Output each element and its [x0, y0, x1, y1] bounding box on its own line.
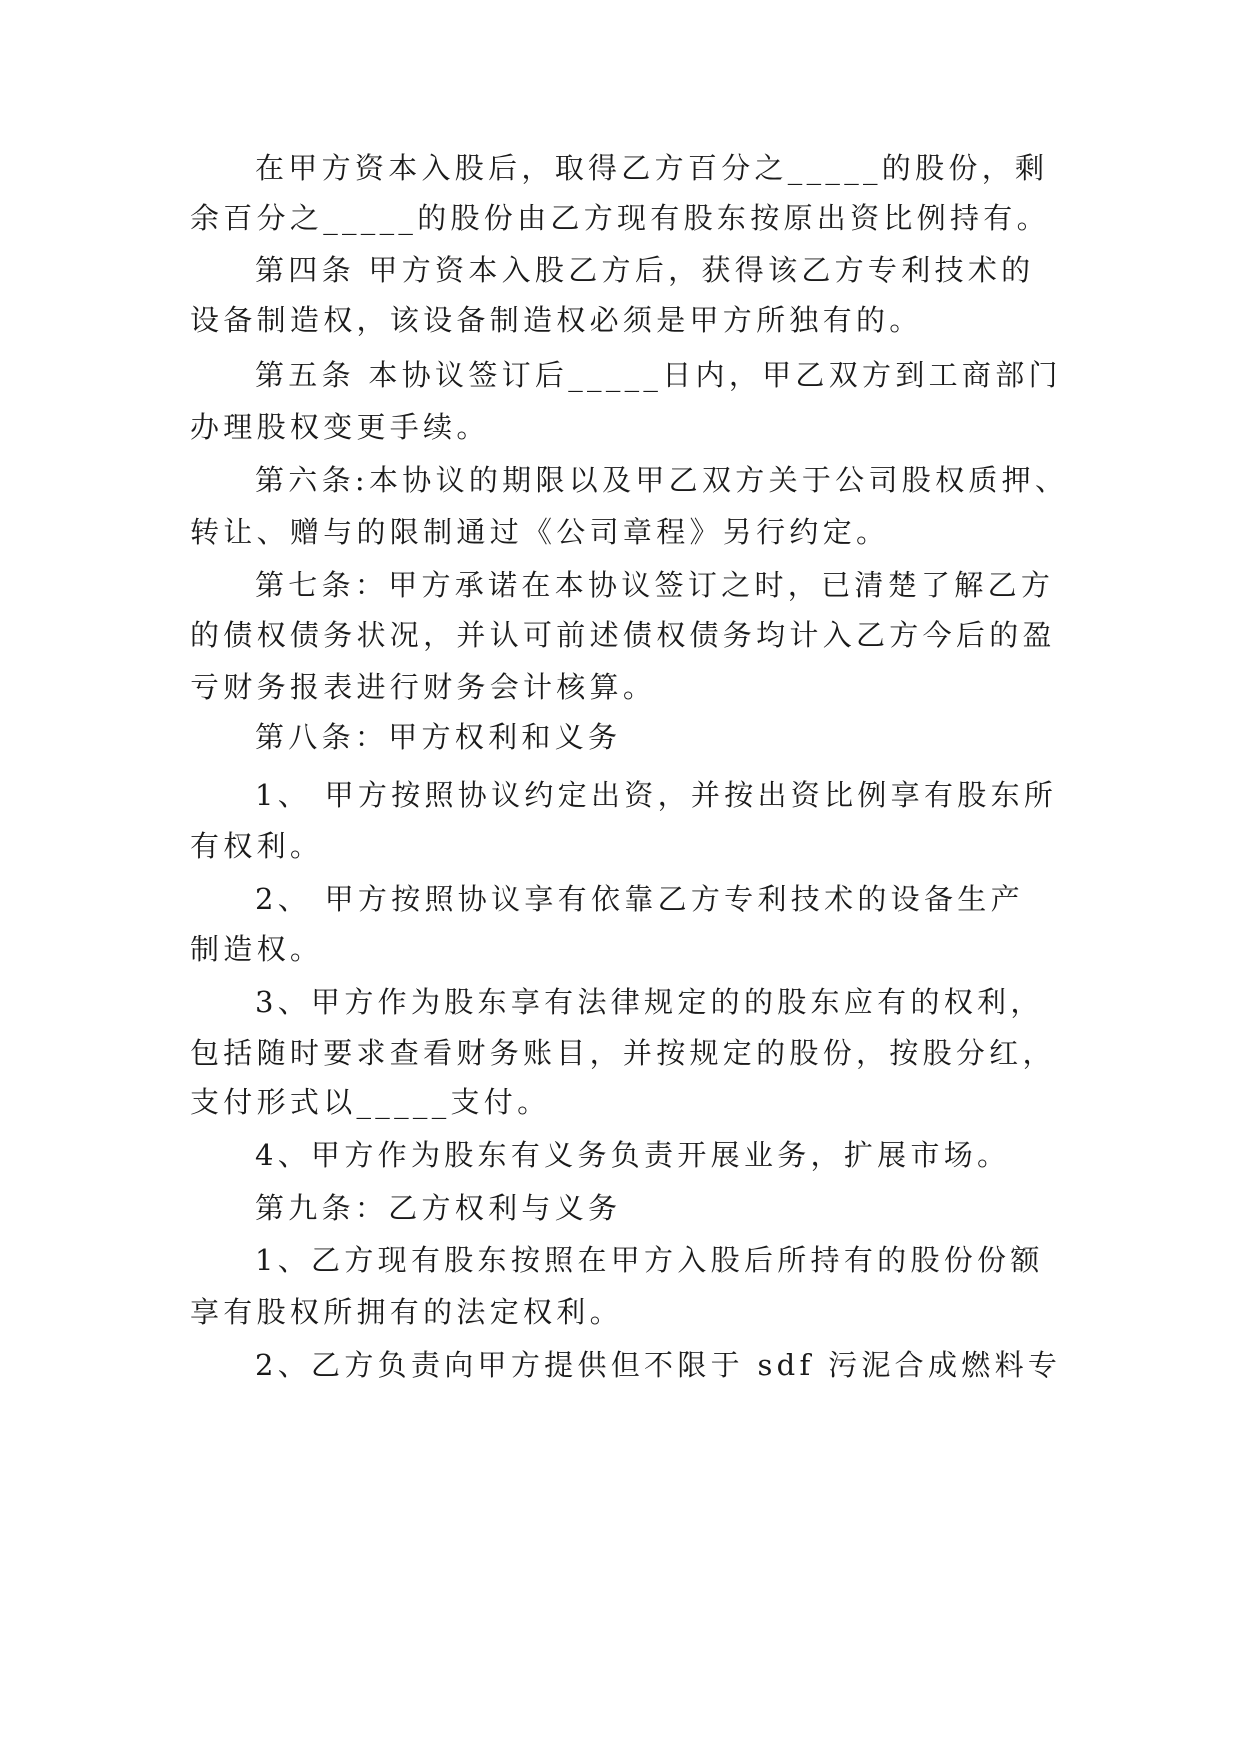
- paragraph-line: 设备制造权，该设备制造权必须是甲方所独有的。: [190, 303, 923, 337]
- paragraph-line: 亏财务报表进行财务会计核算。: [190, 670, 657, 704]
- paragraph-line: 制造权。: [190, 932, 324, 966]
- paragraph-first-line: 1、乙方现有股东按照在甲方入股后所持有的股份份额: [255, 1243, 1044, 1277]
- paragraph-line: 支付形式以_____支付。: [190, 1085, 551, 1119]
- paragraph-first-line: 3、甲方作为股东享有法律规定的的股东应有的权利，: [255, 985, 1044, 1019]
- paragraph-first-line: 第八条：甲方权利和义务: [255, 720, 622, 754]
- paragraph-first-line: 第五条 本协议签订后_____日内，甲乙双方到工商部门: [255, 358, 1062, 392]
- paragraph-first-line: 1、 甲方按照协议约定出资，并按出资比例享有股东所: [255, 778, 1058, 812]
- paragraph-line: 转让、赠与的限制通过《公司章程》另行约定。: [190, 515, 890, 549]
- paragraph-first-line: 在甲方资本入股后，取得乙方百分之_____的股份，剩: [255, 151, 1049, 185]
- paragraph-first-line: 第七条：甲方承诺在本协议签订之时，已清楚了解乙方: [255, 568, 1055, 602]
- paragraph-line: 办理股权变更手续。: [190, 410, 490, 444]
- paragraph-first-line: 第九条：乙方权利与义务: [255, 1191, 622, 1225]
- paragraph-line: 余百分之_____的股份由乙方现有股东按原出资比例持有。: [190, 201, 1050, 235]
- paragraph-line: 有权利。: [190, 829, 324, 863]
- paragraph-line: 享有股权所拥有的法定权利。: [190, 1295, 623, 1329]
- paragraph-first-line: 2、 甲方按照协议享有依靠乙方专利技术的设备生产: [255, 882, 1024, 916]
- paragraph-first-line: 4、甲方作为股东有义务负责开展业务，扩展市场。: [255, 1138, 1011, 1172]
- paragraph-first-line: 2、乙方负责向甲方提供但不限于 sdf 污泥合成燃料专: [255, 1348, 1062, 1382]
- paragraph-first-line: 第六条:本协议的期限以及甲乙双方关于公司股权质押、: [255, 463, 1069, 497]
- paragraph-line: 的债权债务状况，并认可前述债权债务均计入乙方今后的盈: [190, 618, 1056, 652]
- paragraph-line: 包括随时要求查看财务账目，并按规定的股份，按股分红，: [190, 1036, 1056, 1070]
- paragraph-first-line: 第四条 甲方资本入股乙方后，获得该乙方专利技术的: [255, 253, 1035, 287]
